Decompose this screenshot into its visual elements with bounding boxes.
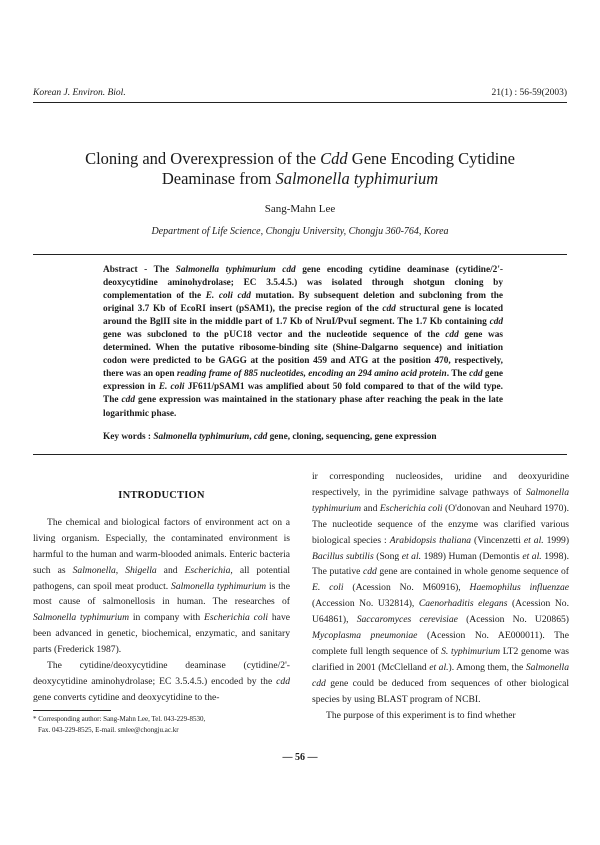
author-name: Sang-Mahn Lee bbox=[264, 203, 336, 215]
title-part: Deaminase from bbox=[161, 169, 276, 188]
abstract-top-rule bbox=[33, 254, 567, 255]
abstract: Abstract - The Salmonella typhimurium cdd gene encoding cytidine deaminase (cytidine/2'-deoxycytidine aminohydrolase; EC 3.5.4.5.) was isolated through shotgun cloning by complementation of the E. coli cdd mutation. By subsequent deletion and subcloning from the original 3.7 Kb of EcoRI insert (pSAM1), the precise region of the cdd structural gene is located around the BglII site in the middle part of 1.7 Kb of NruI/PvuI segment. The 1.7 Kb containing cdd gene was subcloned to the pUC18 vector and the nucleotide sequence of the cdd gene was determined. When the putative ribosome-binding site (Shine-Dalgarno sequence) and initiation codon were predicted to be GAGG at the position 459 and ATG at the position 470, respectively, there was an open reading frame of 885 nucleotides, encoding an 294 amino acid protein. The cdd gene expression in E. coli JF611/pSAM1 was amplified about 50 fold compared to that of the wild type. The cdd gene expression was maintained in the stationary phase after reaching the peak in the late logarithmic phase. bbox=[103, 265, 504, 419]
body-paragraph: The cytidine/deoxycytidine deaminase (cytidine/2'-deoxycytidine aminohydrolase; EC 3.5.4.5.) encoded by the cdd gene converts cytidine and deoxycytidine to the- bbox=[33, 660, 290, 703]
body-paragraph: The chemical and biological factors of environment act on a living organism. Especially, the contaminated environment is harmful to the human and warm-blooded animals. Enteric bacteria such as Salmonella, Shigella and Escherichia, all potential pathogens, can spoil meat product. Salmonella typhimurium is the most cause of salmonellosis in human. The researches of Salmonella typhimurium in company with Escherichia coli have been advanced in genetic, biochemical, enzymatic, and sanitary parts (Frederick 1987). bbox=[33, 516, 290, 656]
header-rule bbox=[33, 102, 567, 103]
title-part: Gene Encoding Cytidine bbox=[347, 149, 515, 168]
author-affiliation: Department of Life Science, Chongju University, Chongju 360-764, Korea bbox=[151, 226, 449, 237]
body-paragraph: ir corresponding nucleosides, uridine and deoxyuridine respectively, in the pyrimidine salvage pathways of Salmonella typhimurium and Escherichia coli (O'donovan and Neuhard 1970). The nucleotide sequence of the enzyme was clarified various biological species : Arabidopsis thaliana (Vincenzetti et al. 1999) Bacillus subtilis (Song et al. 1989) Human (Demontis et al. 1998). The putative cdd gene are contained in whole genome sequence of E. coli (Acession No. M60916), Haemophilus influenzae (Accession No. U32814), Caenorhaditis elegans (Acession No. U64861), Saccaromyces cerevisiae (Acession No. U20865) Mycoplasma pneumoniae (Acession No. AE000011). The complete full length sequence of S. typhimurium LT2 genome was clarified in 2001 (McClelland et al.). Among them, the Salmonella cdd gene could be deduced from sequences of other biological species by using BLAST program of NCBI. bbox=[312, 471, 570, 705]
body-paragraph: The purpose of this experiment is to find whether bbox=[326, 709, 516, 721]
page-number: — 56 — bbox=[282, 752, 318, 763]
citation: 21(1) : 56-59(2003) bbox=[491, 88, 567, 98]
section-heading: INTRODUCTION bbox=[118, 490, 205, 501]
keywords: Key words : Salmonella typhimurium, cdd gene, cloning, sequencing, gene expression bbox=[103, 432, 437, 442]
footnote-rule bbox=[33, 710, 111, 711]
abstract-bottom-rule bbox=[33, 454, 567, 455]
left-column bbox=[33, 470, 290, 706]
right-column bbox=[312, 469, 569, 724]
journal-name: Korean J. Environ. Biol. bbox=[33, 88, 126, 98]
title-part: Cloning and Overexpression of the bbox=[85, 149, 321, 168]
corresponding-author-footnote: * Corresponding author: Sang-Mahn Lee, Tel. 043-229-8530, Fax. 043-229-8525, E-mail. smlee@chongju.ac.kr bbox=[33, 715, 206, 734]
paper-title bbox=[40, 149, 560, 189]
running-header bbox=[33, 88, 567, 98]
title-part: Salmonella typhimurium bbox=[275, 169, 439, 188]
title-part: Cdd bbox=[320, 149, 348, 168]
